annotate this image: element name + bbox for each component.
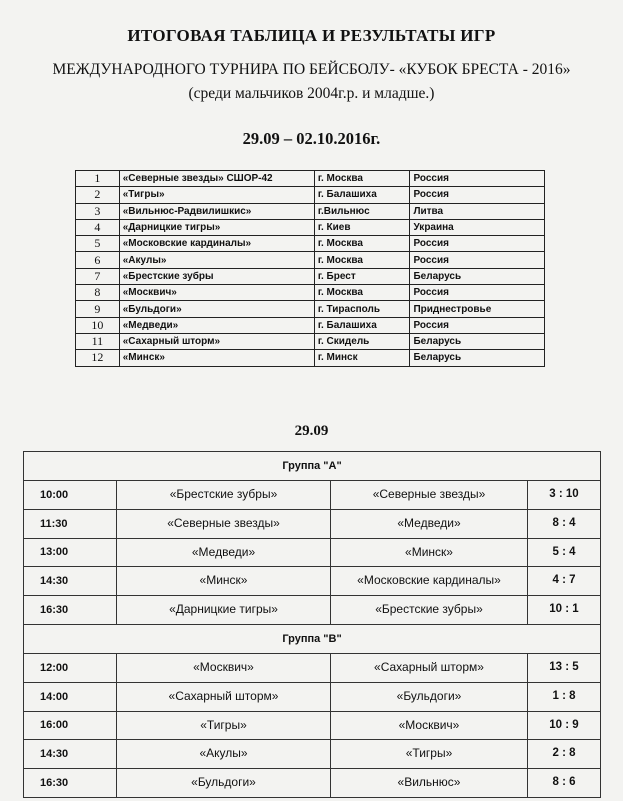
- team-country: Россия: [410, 187, 545, 203]
- team-row: [76, 333, 545, 349]
- game-time: 16:30: [40, 777, 69, 790]
- team-number: 3: [76, 203, 120, 219]
- team-number: 5: [76, 236, 120, 252]
- team-city: г.Вильнюс: [314, 203, 410, 219]
- team-row: [76, 219, 545, 235]
- game-score: 10 : 1: [527, 596, 600, 624]
- game-away-team: «Медведи»: [330, 510, 527, 538]
- team-name: «Минск»: [119, 350, 314, 366]
- game-score: 3 : 10: [527, 481, 600, 509]
- game-away-team: «Минск»: [330, 539, 527, 567]
- tournament-dates: 29.09 – 02.10.2016г.: [242, 129, 381, 148]
- game-row: [24, 481, 600, 510]
- group-header: Группа "А": [24, 452, 600, 481]
- game-away-team: «Тигры»: [330, 740, 527, 768]
- team-city: г. Москва: [314, 171, 410, 187]
- game-row: [24, 769, 600, 797]
- game-away-team: «Вильнюс»: [330, 769, 527, 797]
- team-city: г. Тирасполь: [314, 301, 410, 317]
- team-number: 12: [76, 350, 120, 366]
- team-country: Беларусь: [410, 268, 545, 284]
- team-name: «Дарницкие тигры»: [119, 219, 314, 235]
- game-time: 12:00: [40, 661, 69, 674]
- team-country: Россия: [410, 317, 545, 333]
- game-score: 8 : 6: [527, 769, 600, 797]
- team-name: «Сахарный шторм»: [119, 333, 314, 349]
- game-away-team: «Брестские зубры»: [330, 596, 527, 624]
- team-row: [76, 252, 545, 268]
- tournament-subtitle: МЕЖДУНАРОДНОГО ТУРНИРА ПО БЕЙСБОЛУ- «КУБОК БРЕСТА - 2016»: [52, 61, 571, 78]
- team-country: Литва: [410, 203, 545, 219]
- team-name: «Северные звезды» СШОР-42: [119, 171, 314, 187]
- game-row: [24, 596, 600, 625]
- game-away-team: «Москвич»: [330, 712, 527, 740]
- team-name: «Москвич»: [119, 285, 314, 301]
- team-name: «Бульдоги»: [119, 301, 314, 317]
- game-score: 4 : 7: [527, 567, 600, 595]
- team-number: 6: [76, 252, 120, 268]
- game-away-team: «Северные звезды»: [330, 481, 527, 509]
- game-home-team: «Москвич»: [116, 654, 330, 682]
- team-name: «Медведи»: [119, 317, 314, 333]
- team-number: 7: [76, 268, 120, 284]
- day-label: 29.09: [294, 423, 329, 439]
- team-name: «Брестские зубры: [119, 268, 314, 284]
- team-name: «Тигры»: [119, 187, 314, 203]
- team-row: [76, 171, 545, 187]
- team-row: [76, 187, 545, 203]
- team-name: «Вильнюс-Радвилишкис»: [119, 203, 314, 219]
- team-country: Украина: [410, 219, 545, 235]
- game-time: 11:30: [40, 517, 68, 530]
- game-home-team: «Сахарный шторм»: [116, 683, 330, 711]
- game-home-team: «Тигры»: [116, 712, 330, 740]
- game-home-team: «Акулы»: [116, 740, 330, 768]
- game-score: 13 : 5: [527, 654, 600, 682]
- game-score: 10 : 9: [527, 712, 600, 740]
- game-time: 13:00: [40, 546, 69, 559]
- team-city: г. Киев: [314, 219, 410, 235]
- game-row: [24, 539, 600, 568]
- team-country: Россия: [410, 171, 545, 187]
- team-row: [76, 301, 545, 317]
- team-number: 1: [76, 171, 120, 187]
- team-city: г. Скидель: [314, 333, 410, 349]
- team-city: г. Минск: [314, 350, 410, 366]
- team-row: [76, 285, 545, 301]
- team-row: [76, 203, 545, 219]
- team-country: Беларусь: [410, 350, 545, 366]
- game-time: 14:30: [40, 575, 69, 588]
- team-country: Приднестровье: [410, 301, 545, 317]
- team-city: г. Москва: [314, 236, 410, 252]
- team-number: 11: [76, 333, 120, 349]
- game-time: 14:00: [40, 690, 69, 703]
- team-city: г. Балашиха: [314, 317, 410, 333]
- age-group-subtitle: (среди мальчиков 2004г.р. и младше.): [188, 85, 435, 102]
- team-city: г. Балашиха: [314, 187, 410, 203]
- game-row: [24, 654, 600, 683]
- team-row: [76, 268, 545, 284]
- game-away-team: «Бульдоги»: [330, 683, 527, 711]
- game-row: [24, 712, 600, 741]
- team-name: «Московские кардиналы»: [119, 236, 314, 252]
- team-number: 2: [76, 187, 120, 203]
- game-home-team: «Северные звезды»: [116, 510, 330, 538]
- game-score: 5 : 4: [527, 539, 600, 567]
- game-time: 16:30: [40, 604, 69, 617]
- teams-table: [75, 170, 545, 367]
- team-number: 8: [76, 285, 120, 301]
- game-row: [24, 567, 600, 596]
- game-home-team: «Брестские зубры»: [116, 481, 330, 509]
- game-row: [24, 510, 600, 539]
- games-schedule: [23, 451, 601, 798]
- team-row: [76, 350, 545, 366]
- game-score: 8 : 4: [527, 510, 600, 538]
- game-home-team: «Медведи»: [116, 539, 330, 567]
- game-time: 16:00: [40, 719, 69, 732]
- game-row: [24, 740, 600, 769]
- game-score: 2 : 8: [527, 740, 600, 768]
- game-score: 1 : 8: [527, 683, 600, 711]
- team-name: «Акулы»: [119, 252, 314, 268]
- team-country: Беларусь: [410, 333, 545, 349]
- group-header: Группа "В": [24, 625, 600, 654]
- page-title: ИТОГОВАЯ ТАБЛИЦА И РЕЗУЛЬТАТЫ ИГР: [127, 26, 496, 45]
- game-time: 10:00: [40, 488, 69, 501]
- team-country: Россия: [410, 252, 545, 268]
- game-home-team: «Дарницкие тигры»: [116, 596, 330, 624]
- game-row: [24, 683, 600, 712]
- game-away-team: «Московские кардиналы»: [330, 567, 527, 595]
- game-away-team: «Сахарный шторм»: [330, 654, 527, 682]
- game-home-team: «Минск»: [116, 567, 330, 595]
- team-city: г. Брест: [314, 268, 410, 284]
- team-country: Россия: [410, 285, 545, 301]
- team-row: [76, 236, 545, 252]
- team-number: 10: [76, 317, 120, 333]
- team-row: [76, 317, 545, 333]
- team-number: 9: [76, 301, 120, 317]
- team-city: г. Москва: [314, 252, 410, 268]
- game-time: 14:30: [40, 748, 69, 761]
- team-number: 4: [76, 219, 120, 235]
- game-home-team: «Бульдоги»: [116, 769, 330, 797]
- team-country: Россия: [410, 236, 545, 252]
- team-city: г. Москва: [314, 285, 410, 301]
